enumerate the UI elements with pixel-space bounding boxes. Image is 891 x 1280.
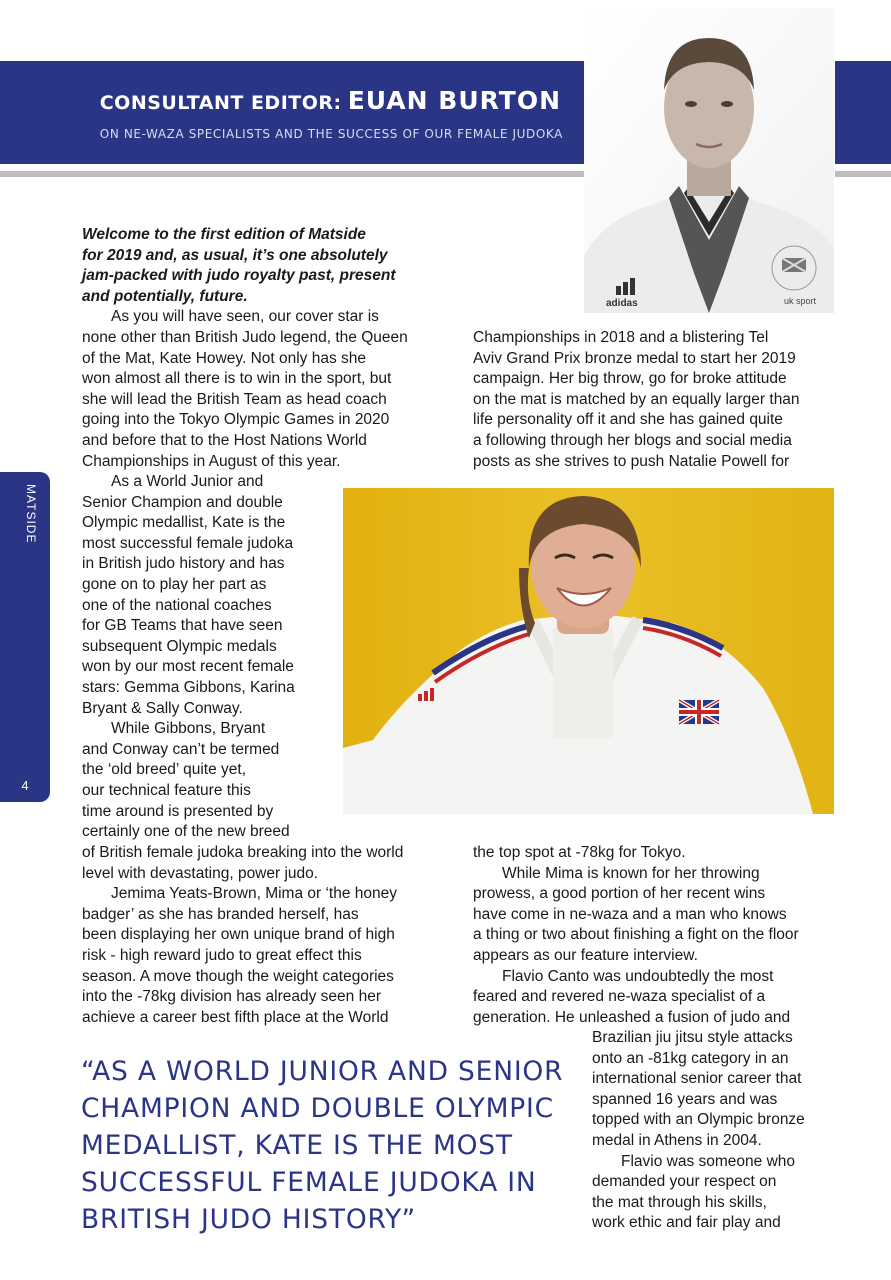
intro-line: for 2019 and, as usual, it’s one absolutely (82, 246, 388, 264)
body-line: life personality off it and she has gained quite (473, 411, 783, 429)
body-line: posts as she strives to push Natalie Powell for (473, 452, 790, 470)
union-jack-icon (679, 700, 719, 724)
page-subtitle: ON NE-WAZA SPECIALISTS AND THE SUCCESS OF OUR FEMALE JUDOKA (99, 127, 563, 141)
body-line: demanded your respect on (592, 1173, 777, 1191)
body-line: she will lead the British Team as head coach (82, 390, 387, 408)
body-line: going into the Tokyo Olympic Games in 2020 (82, 411, 390, 429)
body-line: Brazilian jiu jitsu style attacks (592, 1029, 793, 1046)
body-line: prowess, a good portion of her recent wins (473, 885, 766, 903)
body-line: Jemima Yeats-Brown, Mima or ‘the honey (111, 885, 398, 903)
body-line: subsequent Olympic medals (82, 637, 277, 655)
body-line: appears as our feature interview. (473, 946, 698, 964)
portrait-photo (584, 8, 834, 313)
body-line: the mat through his skills, (592, 1193, 767, 1211)
column-2-top (473, 328, 800, 472)
body-line: season. A move though the weight categories (82, 967, 394, 985)
body-line: our technical feature this (82, 781, 251, 799)
title-label: CONSULTANT EDITOR: (99, 92, 342, 114)
body-line: for GB Teams that have seen (82, 617, 283, 635)
body-line: achieve a career best fifth place at the World (82, 1008, 389, 1026)
section-label: MATSIDE (24, 484, 38, 544)
title-name: EUAN BURTON (347, 86, 561, 115)
body-line: As a World Junior and (111, 473, 264, 490)
body-line: have come in ne-waza and a man who knows (473, 905, 787, 923)
column-1-narrow (82, 472, 295, 843)
body-line: one of the national coaches (82, 596, 272, 614)
body-line: generation. He unleashed a fusion of judo and (473, 1008, 791, 1026)
header-band-right (835, 61, 891, 164)
column-1-bottom (82, 843, 403, 1028)
body-line: Senior Champion and double (82, 493, 283, 511)
pull-quote-line: MEDALLIST, KATE IS THE MOST (81, 1130, 513, 1161)
body-line: While Mima is known for her throwing (502, 864, 760, 882)
pull-quote (81, 1053, 571, 1238)
body-line: stars: Gemma Gibbons, Karina (82, 678, 295, 696)
page-number: 4 (21, 778, 29, 793)
body-line: time around is presented by (82, 802, 274, 820)
body-line: the ‘old breed’ quite yet, (82, 761, 247, 779)
body-line: Flavio was someone who (621, 1152, 796, 1170)
pull-quote-line: “AS A WORLD JUNIOR AND SENIOR (81, 1056, 564, 1087)
body-line: in British judo history and has (82, 555, 285, 573)
body-line: into the -78kg division has already seen her (82, 988, 381, 1006)
body-line: Championships in 2018 and a blistering Tel (473, 329, 769, 346)
body-line: work ethic and fair play and (592, 1214, 781, 1232)
body-line: of the Mat, Kate Howey. Not only has she (82, 349, 367, 367)
body-line: medal in Athens in 2004. (592, 1131, 762, 1149)
body-line: won by our most recent female (82, 658, 294, 676)
feature-photo (343, 488, 834, 814)
body-line: Championships in August of this year. (82, 452, 341, 470)
body-line: campaign. Her big throw, go for broke attitude (473, 370, 787, 388)
body-line: badger’ as she has branded herself, has (82, 905, 359, 923)
body-line: risk - high reward judo to great effect this (82, 946, 362, 964)
body-line: Olympic medallist, Kate is the (82, 514, 286, 532)
body-line: a following through her blogs and social media (473, 431, 792, 449)
body-line: Flavio Canto was undoubtedly the most (502, 967, 774, 985)
body-line: As you will have seen, our cover star is (111, 308, 379, 326)
body-line: Aviv Grand Prix bronze medal to start her 2019 (473, 349, 796, 367)
page-title (100, 86, 561, 115)
body-line: been displaying her own unique brand of high (82, 926, 395, 944)
body-line: certainly one of the new breed (82, 823, 290, 841)
pull-quote-line: BRITISH JUDO HISTORY” (81, 1204, 417, 1235)
pull-quote-line: SUCCESSFUL FEMALE JUDOKA IN (81, 1167, 537, 1198)
pull-quote-line: CHAMPION AND DOUBLE OLYMPIC (81, 1093, 554, 1124)
column-2-mid (473, 843, 799, 1028)
body-line: the top spot at -78kg for Tokyo. (473, 844, 686, 861)
intro-line: Welcome to the first edition of Matside (82, 226, 366, 243)
body-line: onto an -81kg category in an (592, 1049, 789, 1067)
header-rule-right (835, 171, 891, 177)
intro-line: jam-packed with judo royalty past, present (82, 267, 396, 285)
body-line: gone on to play her part as (82, 575, 267, 593)
body-line: of British female judoka breaking into the world (82, 844, 404, 861)
body-line: won almost all there is to win in the sport, but (82, 370, 392, 388)
body-line: none other than British Judo legend, the Queen (82, 328, 408, 346)
body-line: spanned 16 years and was (592, 1090, 778, 1108)
body-line: While Gibbons, Bryant (111, 720, 266, 738)
header-rule (0, 171, 584, 177)
body-line: topped with an Olympic bronze (592, 1111, 805, 1129)
intro-line: and potentially, future. (82, 287, 248, 305)
body-line: and before that to the Host Nations World (82, 431, 367, 449)
body-line: feared and revered ne-waza specialist of a (473, 988, 766, 1006)
body-line: most successful female judoka (82, 534, 294, 552)
body-line: international senior career that (592, 1070, 802, 1088)
svg-text:adidas: adidas (606, 298, 638, 309)
body-line: and Conway can’t be termed (82, 740, 280, 758)
body-line: on the mat is matched by an equally larger than (473, 390, 800, 408)
body-line: Bryant & Sally Conway. (82, 699, 243, 717)
body-line: level with devastating, power judo. (82, 864, 319, 882)
column-1-top (82, 225, 408, 472)
column-2-narrow (592, 1028, 805, 1234)
body-line: a thing or two about finishing a fight on the floor (473, 926, 799, 944)
uk-sport-logo: uk sport (784, 296, 817, 306)
